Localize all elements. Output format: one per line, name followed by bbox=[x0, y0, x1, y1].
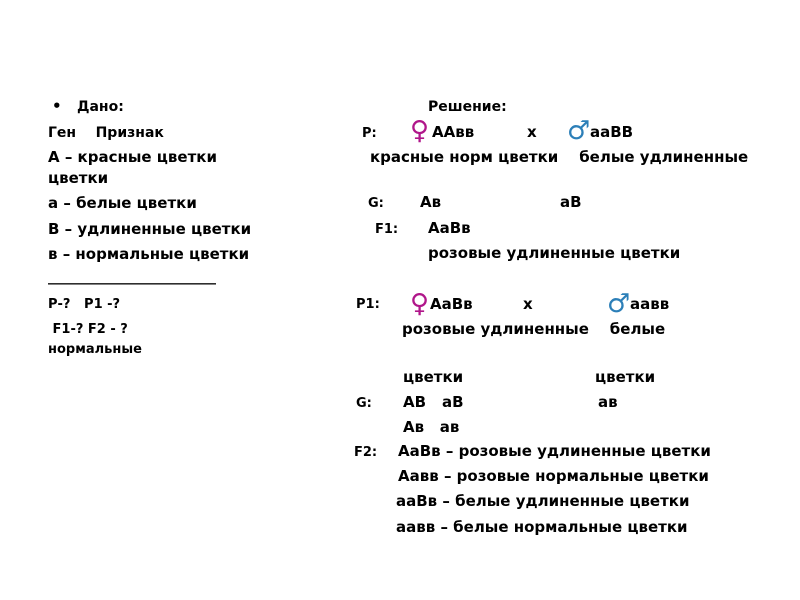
f1-genotype: АаВв bbox=[428, 219, 471, 237]
g-gamete-right: аВ bbox=[560, 193, 582, 211]
question-normal: нормальные bbox=[48, 342, 142, 357]
trait-A: А – красные цветки bbox=[48, 148, 217, 166]
p1-male-genotype: аавв bbox=[630, 295, 670, 313]
bullet: • bbox=[52, 97, 62, 115]
male-symbol-icon-2: ♂ bbox=[607, 289, 631, 319]
female-symbol-icon: ♀ bbox=[410, 116, 430, 146]
g2-gamete-aB: аВ bbox=[442, 393, 464, 411]
trait-B: В – удлиненные цветки bbox=[48, 220, 252, 238]
g2-label: G: bbox=[356, 396, 372, 411]
f1-phenotype: розовые удлиненные цветки bbox=[428, 244, 681, 262]
g-gamete-left: Ав bbox=[420, 193, 442, 211]
trait-b: в – нормальные цветки bbox=[48, 245, 250, 263]
solution-heading: Решение: bbox=[428, 99, 507, 115]
separator-line: ________________________ bbox=[48, 269, 216, 285]
p1-female-genotype: АаВв bbox=[430, 295, 473, 313]
p1-label: Р1: bbox=[356, 297, 380, 312]
question-F: F1-? F2 - ? bbox=[48, 322, 128, 337]
gene-trait-header: Ген Признак bbox=[48, 125, 164, 141]
f2-line-1: АаВв – розовые удлиненные цветки bbox=[398, 442, 711, 460]
p-male-genotype: ааВВ bbox=[590, 123, 634, 141]
f2-line-2: Аавв – розовые нормальные цветки bbox=[398, 467, 709, 485]
p-cross-sign: х bbox=[527, 123, 537, 141]
p-phenotype: красные норм цветки белые удлиненные bbox=[370, 148, 749, 166]
female-symbol-icon-2: ♀ bbox=[410, 289, 430, 319]
f2-line-3: ааВв – белые удлиненные цветки bbox=[396, 492, 690, 510]
p1-phenotype-cont-right: цветки bbox=[595, 368, 656, 386]
question-P: Р-? Р1 -? bbox=[48, 297, 121, 312]
p-label: Р: bbox=[362, 126, 377, 141]
g2-gamete-ab: ав bbox=[598, 393, 618, 411]
g-label: G: bbox=[368, 196, 384, 211]
male-symbol-icon: ♂ bbox=[567, 116, 591, 146]
f2-line-4: аавв – белые нормальные цветки bbox=[396, 518, 688, 536]
g2-gamete-AB: АВ bbox=[403, 393, 427, 411]
f2-label: F2: bbox=[354, 445, 378, 460]
trait-A-continuation: цветки bbox=[48, 169, 109, 187]
p-female-genotype: ААвв bbox=[432, 123, 475, 141]
p1-phenotype-cont-left: цветки bbox=[403, 368, 464, 386]
f1-label: F1: bbox=[375, 222, 399, 237]
given-heading: Дано: bbox=[77, 99, 124, 115]
p1-cross-sign: х bbox=[523, 295, 533, 313]
g2-gametes-row2: Ав ав bbox=[403, 418, 460, 436]
p1-phenotype: розовые удлиненные белые bbox=[402, 320, 666, 338]
trait-a: а – белые цветки bbox=[48, 194, 197, 212]
